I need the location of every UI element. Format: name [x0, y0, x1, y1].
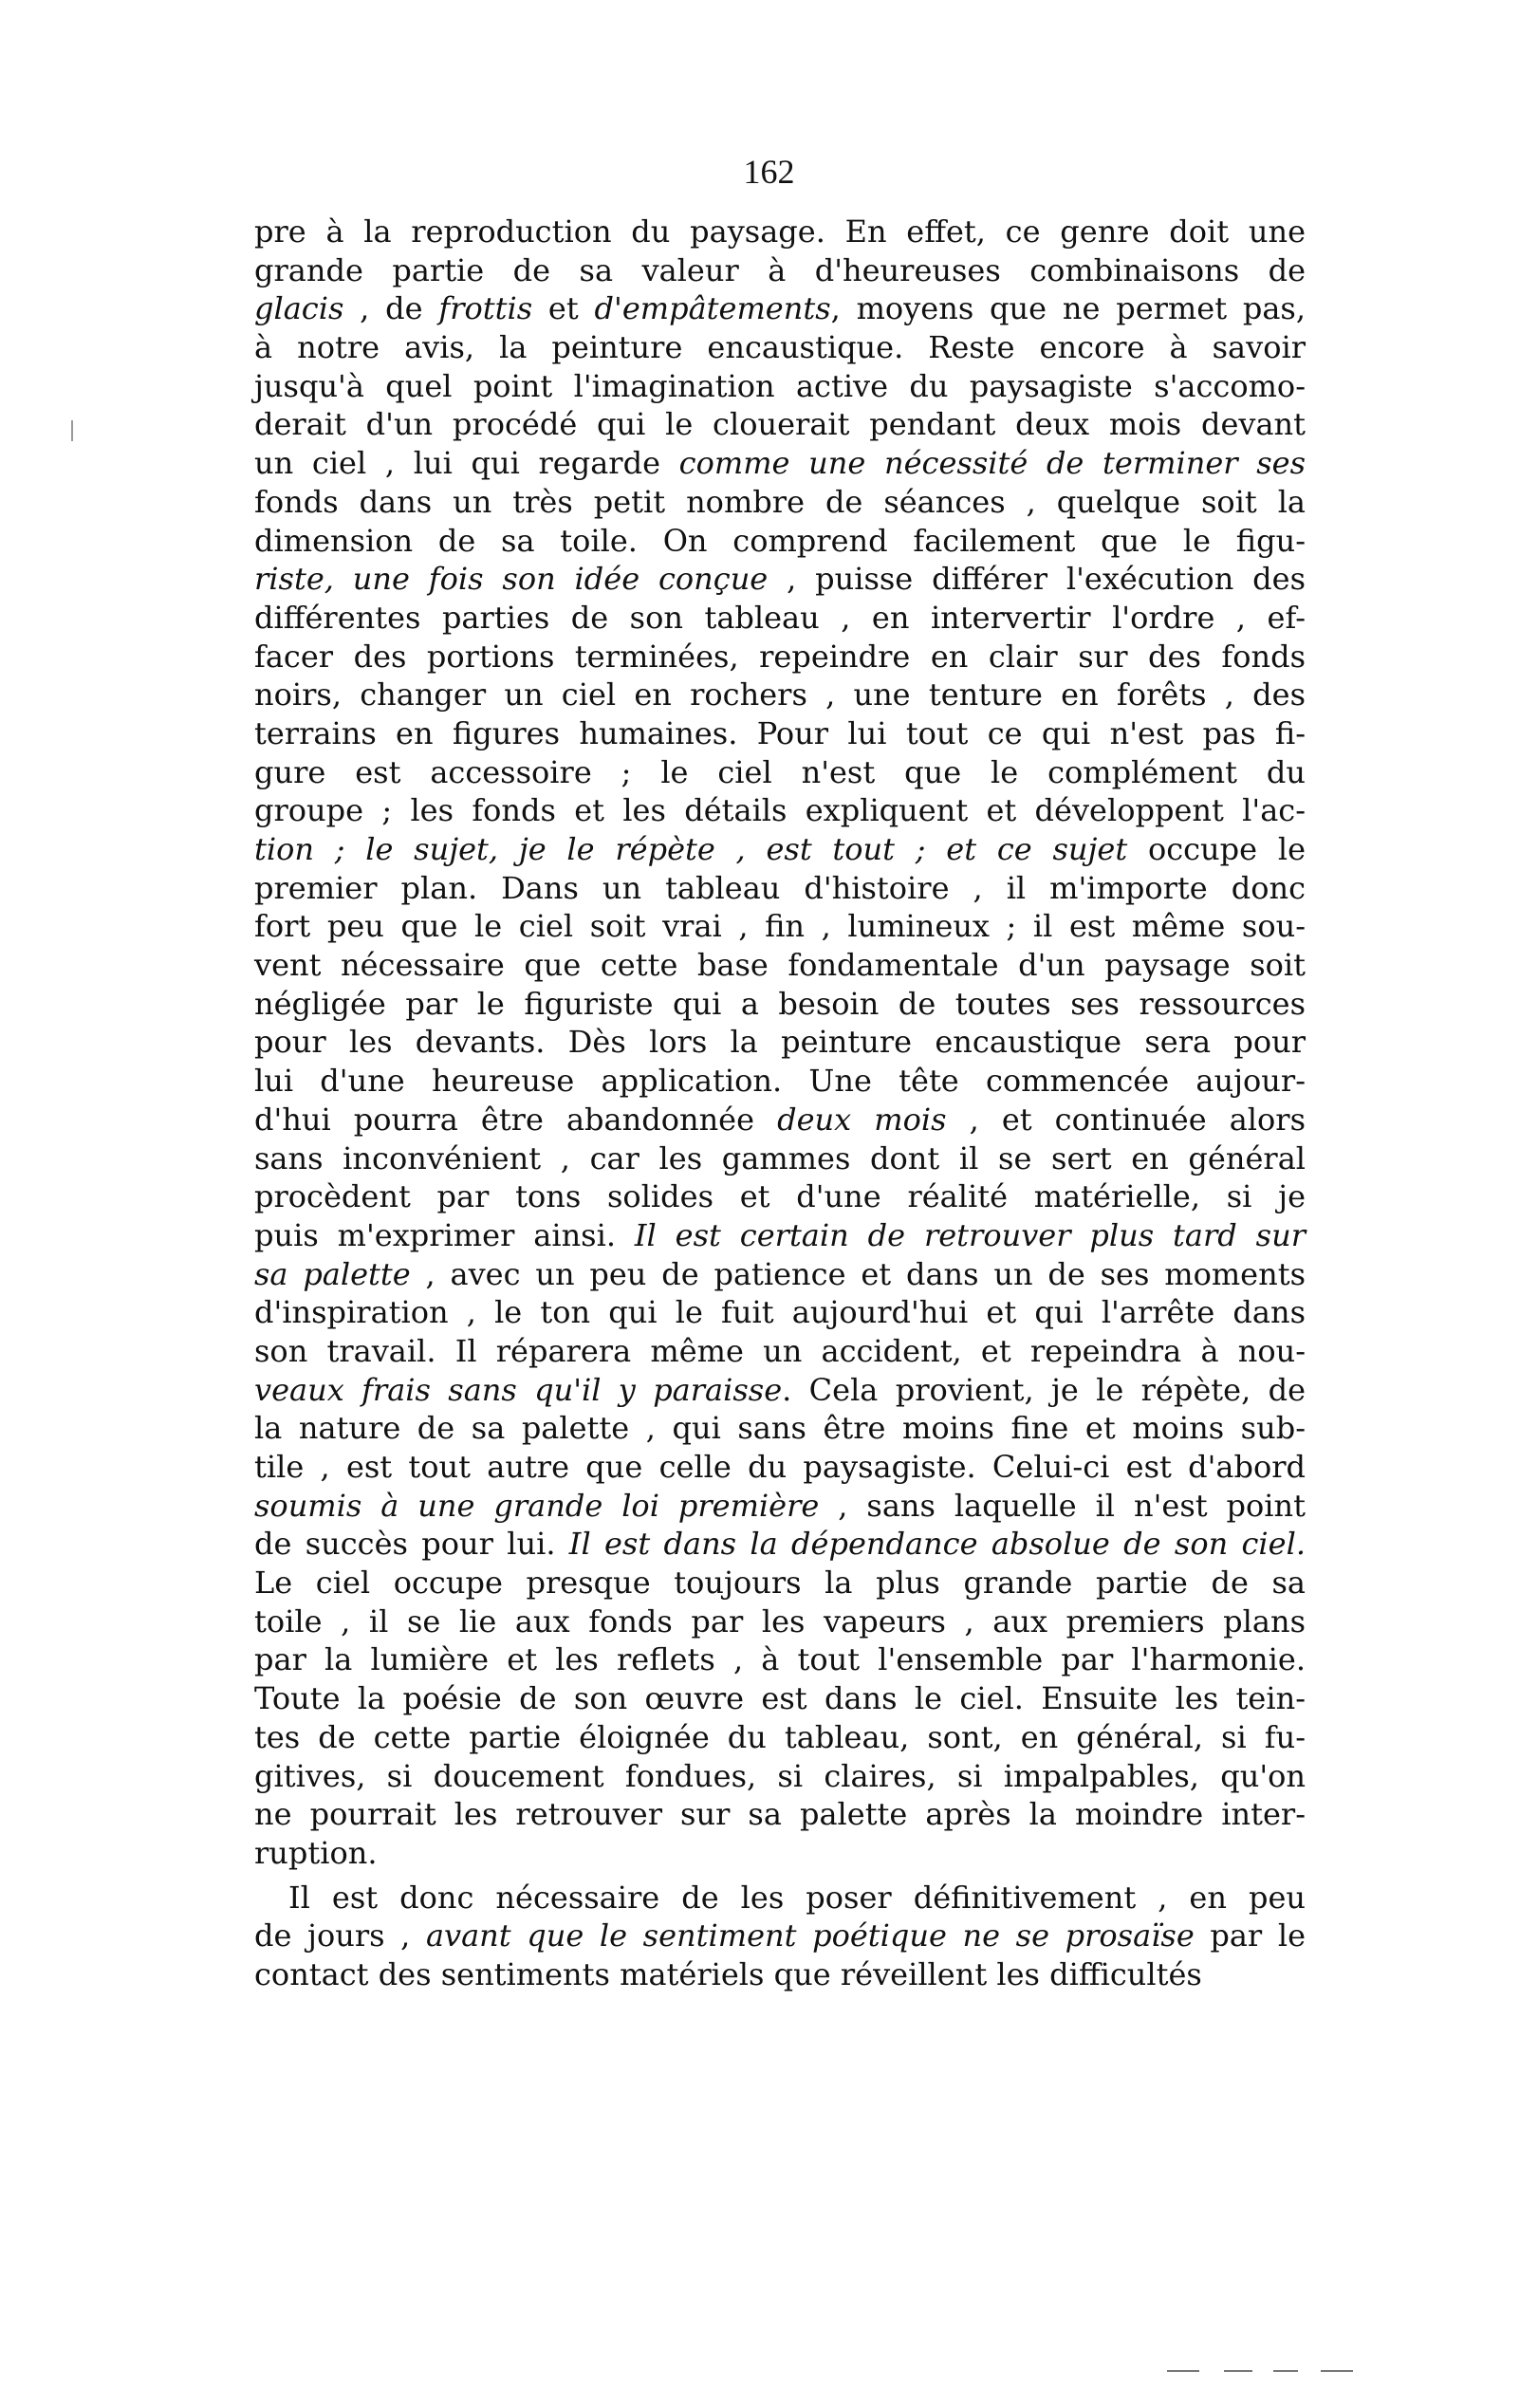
text-segment: , et continuée alors	[946, 1101, 1306, 1138]
text-segment: ne pourrait les retrouver sur sa palette après la moindre inter-	[254, 1796, 1306, 1833]
paragraph	[254, 213, 1306, 1873]
text-segment: , moyens que ne permet pas,	[830, 290, 1306, 327]
italic-text: veaux frais sans qu'il y paraisse	[254, 1371, 783, 1408]
text-line	[254, 1293, 1306, 1332]
text-line	[254, 1101, 1306, 1139]
italic-text: comme une nécessité de terminer ses	[678, 445, 1306, 482]
text-segment: grande partie de sa valeur à d'heureuses combinaisons de	[254, 251, 1306, 288]
text-segment: dimension de sa toile. On comprend facilement que le figu-	[254, 522, 1306, 559]
text-segment: pre à la reproduction du paysage. En effet, ce genre doit une	[254, 213, 1306, 250]
text-segment: sans inconvénient , car les gammes dont il se sert en général	[254, 1139, 1306, 1176]
text-line	[254, 367, 1306, 406]
text-line	[254, 483, 1306, 522]
text-segment: toile , il se lie aux fonds par les vapeurs , aux premiers plans	[254, 1602, 1306, 1639]
text-line	[254, 946, 1306, 985]
text-line	[254, 1640, 1306, 1679]
text-segment: groupe ; les fonds et les détails expliquent et développent l'ac-	[254, 792, 1306, 829]
italic-text: deux mois	[777, 1101, 947, 1138]
text-segment: d'hui pourra être abandonnée	[254, 1101, 778, 1138]
text-line	[254, 1216, 1306, 1255]
text-line	[254, 1757, 1306, 1796]
text-line	[254, 1139, 1306, 1178]
text-segment: tile , est tout autre que celle du paysagiste. Celui-ci est d'abord	[254, 1449, 1306, 1485]
text-segment: d'inspiration , le ton qui le fuit aujourd'hui et qui l'arrête dans	[254, 1294, 1306, 1331]
text-segment: jusqu'à quel point l'imagination active du paysagiste s'accomo-	[254, 367, 1306, 404]
text-line	[254, 1834, 1306, 1873]
text-segment: son travail. Il réparera même un accident, et repeindra à nou-	[254, 1332, 1306, 1369]
body-text	[254, 213, 1306, 1994]
text-line	[254, 1487, 1306, 1526]
italic-text: sa palette	[254, 1255, 411, 1292]
text-segment: premier plan. Dans un tableau d'histoire , il m'importe donc	[254, 869, 1306, 906]
text-segment: par la lumière et les reflets , à tout l'ensemble par l'harmonie.	[254, 1641, 1306, 1678]
margin-mark	[71, 420, 73, 441]
text-line	[254, 1177, 1306, 1216]
text-segment: gure est accessoire ; le ciel n'est que le complément du	[254, 753, 1306, 790]
text-line	[254, 830, 1306, 869]
text-segment: un ciel , lui qui regarde	[254, 445, 679, 482]
paragraph	[254, 1879, 1306, 1994]
text-segment: Le ciel occupe presque toujours la plus grande partie de sa	[254, 1565, 1306, 1602]
text-segment: gitives, si doucement fondues, si claires, si impalpables, qu'on	[254, 1757, 1306, 1794]
text-line	[254, 405, 1306, 444]
text-line	[254, 289, 1306, 328]
text-segment: à notre avis, la peinture encaustique. Reste encore à savoir	[254, 329, 1306, 366]
text-segment: noirs, changer un ciel en rochers , une tenture en forêts , des	[254, 676, 1306, 713]
text-line	[254, 791, 1306, 830]
text-segment: par le	[1194, 1917, 1306, 1954]
text-line	[254, 638, 1306, 676]
text-line	[254, 1448, 1306, 1487]
text-line	[254, 1371, 1306, 1410]
text-line	[254, 328, 1306, 367]
text-line	[254, 444, 1306, 483]
text-line	[254, 522, 1306, 561]
text-line	[254, 1795, 1306, 1834]
text-segment: derait d'un procédé qui le clouerait pendant deux mois devant	[254, 406, 1306, 443]
text-line	[254, 907, 1306, 946]
italic-text: Il est dans la dépendance absolue de son ciel.	[568, 1526, 1306, 1563]
text-line	[254, 753, 1306, 792]
text-segment: occupe le	[1127, 831, 1306, 867]
page-number: 162	[743, 153, 795, 191]
text-segment: . Cela provient, je le répète, de	[782, 1371, 1306, 1408]
text-segment: lui d'une heureuse application. Une tête commencée aujour-	[254, 1063, 1306, 1100]
text-segment: puis m'exprimer ainsi.	[254, 1216, 635, 1253]
text-segment: tes de cette partie éloignée du tableau, sont, en général, si fu-	[254, 1718, 1306, 1755]
text-line	[254, 714, 1306, 753]
text-line	[254, 1679, 1306, 1718]
italic-text: glacis	[254, 290, 344, 327]
text-segment: , sans laquelle il n'est point	[819, 1487, 1306, 1524]
italic-text: Il est certain de retrouver plus tard sur	[634, 1216, 1306, 1253]
text-line	[254, 1062, 1306, 1101]
text-segment: facer des portions terminées, repeindre en clair sur des fonds	[254, 638, 1306, 675]
text-segment: de jours ,	[254, 1917, 426, 1954]
italic-text: tion ; le sujet, je le répète , est tout ; et ce sujet	[254, 831, 1128, 867]
italic-text: riste, une fois son idée conçue	[254, 561, 769, 598]
text-segment: vent nécessaire que cette base fondamentale d'un paysage soit	[254, 947, 1306, 984]
text-segment: contact des sentiments matériels que réveillent les difficultés	[254, 1955, 1202, 1992]
text-segment: , avec un peu de patience et dans un de ses moments	[410, 1255, 1306, 1292]
text-line	[254, 1955, 1306, 1994]
text-segment: , de	[343, 290, 439, 327]
text-line	[254, 1023, 1306, 1062]
italic-text: avant que le sentiment poétique ne se prosaïse	[425, 1917, 1195, 1954]
text-line	[254, 1602, 1306, 1641]
text-line	[254, 1564, 1306, 1602]
text-segment: terrains en figures humaines. Pour lui tout ce qui n'est pas fi-	[254, 714, 1306, 751]
text-line	[254, 251, 1306, 290]
text-line	[254, 213, 1306, 251]
text-segment: ruption.	[254, 1834, 378, 1871]
text-segment: Il est donc nécessaire de les poser définitivement , en peu	[288, 1879, 1306, 1916]
text-segment: pour les devants. Dès lors la peinture encaustique sera pour	[254, 1024, 1306, 1061]
text-segment: procèdent par tons solides et d'une réalité matérielle, si je	[254, 1178, 1306, 1215]
text-segment: la nature de sa palette , qui sans être moins fine et moins sub-	[254, 1410, 1306, 1447]
text-segment: de succès pour lui.	[254, 1526, 569, 1563]
italic-text: d'empâtements	[594, 290, 831, 327]
bottom-marks	[1167, 2370, 1357, 2376]
text-line	[254, 1409, 1306, 1448]
text-line	[254, 1879, 1306, 1917]
text-line	[254, 1255, 1306, 1294]
text-segment: fort peu que le ciel soit vrai , fin , lumineux ; il est même sou-	[254, 908, 1306, 945]
text-line	[254, 869, 1306, 908]
text-line	[254, 985, 1306, 1024]
text-line	[254, 599, 1306, 638]
text-line	[254, 1525, 1306, 1564]
text-line	[254, 1332, 1306, 1371]
text-line	[254, 1718, 1306, 1757]
text-line	[254, 1917, 1306, 1955]
text-segment: Toute la poésie de son œuvre est dans le ciel. Ensuite les tein-	[254, 1680, 1306, 1717]
italic-text: frottis	[438, 290, 533, 327]
text-segment: et	[532, 290, 595, 327]
text-line	[254, 560, 1306, 599]
text-segment: négligée par le figuriste qui a besoin de toutes ses ressources	[254, 985, 1306, 1022]
text-line	[254, 676, 1306, 714]
text-segment: différentes parties de son tableau , en intervertir l'ordre , ef-	[254, 599, 1306, 636]
text-segment: fonds dans un très petit nombre de séances , quelque soit la	[254, 483, 1306, 520]
italic-text: soumis à une grande loi première	[254, 1487, 820, 1524]
text-segment: , puisse différer l'exécution des	[768, 561, 1306, 598]
